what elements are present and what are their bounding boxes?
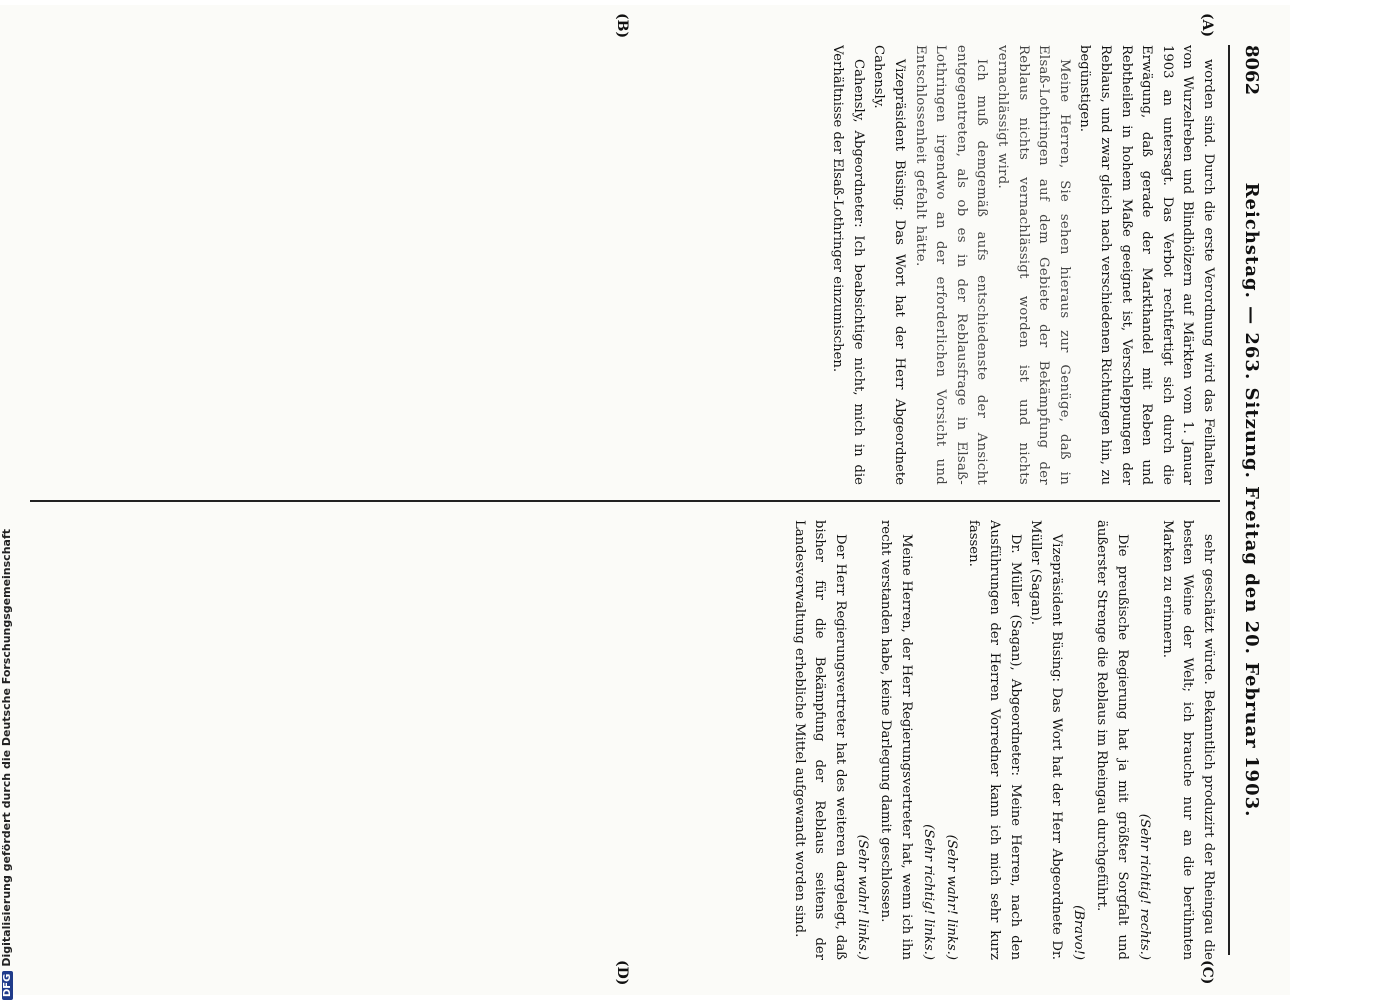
interjection: (Sehr richtig! links.) [921, 824, 937, 960]
session-title: Reichstag. — 263. Sitzung. Freitag den 20. Februar 1903. [1241, 182, 1262, 818]
margin-marker-d: (D) [614, 960, 630, 986]
paragraph: Der Herr Regierungsvertreter hat des weiteren dargelegt, daß bisher für die Bekämpfung der Reblaus seitens der Landesverwaltung erhebliche Mittel aufgewandt worden sind. [791, 520, 848, 960]
scanned-page [0, 5, 1290, 995]
credit-text: Digitalisierung gefördert durch die Deutsche Forschungsgemeinschaft [0, 528, 13, 967]
margin-marker-c: (C) [1199, 960, 1215, 985]
margin-marker-b: (B) [614, 13, 630, 39]
page-number: 8062 [1241, 45, 1262, 96]
interjection: (Sehr wahr! links.) [855, 834, 871, 960]
speaker-line: Vizepräsident Büsing: Das Wort hat der Herr Abgeordnete Cahensly. [871, 45, 908, 485]
digitization-credit [0, 0, 20, 1000]
paragraph: worden sind. Durch die erste Verordnung wird das Feilhalten von Wurzelreben und Blindhölzern auf Märkten vom 1. Januar 1903 an untersagt. Das Verbot rechtfertigt sich durch die Erwägung, daß gerade der Markthandel mit Reben und Rebtheilen in hohem Maße geeignet ist, Verschleppungen der Reblaus, und zwar gleich nach verschiedenen Richtungen hin, zu begünstigen. [1077, 45, 1216, 485]
paragraph: sehr geschätzt würde. Bekanntlich produzirt der Rheingau die besten Weine der Welt; ich brauche nur an die berühmten Marken zu erinnern. [1159, 520, 1216, 960]
left-column [28, 45, 1218, 485]
interjection: (Sehr wahr! links.) [943, 834, 959, 960]
paragraph: Cahensly, Abgeordneter: Ich beabsichtige nicht, mich in die Verhältnisse der Elsaß-Lothringer einzumischen. [830, 45, 866, 485]
speaker-line: Vizepräsident Büsing: Das Wort hat der Herr Abgeordnete Dr. Müller (Sagan). [1028, 520, 1064, 960]
paragraph: Ich muß demgemäß aufs entschiedenste der Ansicht entgegentreten, als ob es in der Reblausfrage in Elsaß-Lothringen irgendwo an der erforderlichen Vorsicht und Entschlossenheit gefehlt hätte. [912, 45, 990, 485]
paragraph: Meine Herren, Sie sehen hieraus zur Genüge, daß in Elsaß-Lothringen auf dem Gebiete der Bekämpfung der Reblaus nichts vernachlässigt worden ist und nichts vernachlässigt wird. [995, 45, 1072, 485]
right-column [28, 520, 1218, 960]
dfg-logo: DFG [2, 971, 13, 1000]
margin-marker-a: (A) [1199, 13, 1215, 38]
interjection: (Sehr richtig! rechts.) [1137, 813, 1153, 960]
paragraph: Die preußische Regierung hat ja mit größter Sorgfalt und äußerster Strenge die Reblaus im Rheingau durchgeführt. [1094, 520, 1130, 960]
column-divider [30, 500, 1220, 502]
paragraph: Dr. Müller (Sagan), Abgeordneter: Meine Herren, nach den Ausführungen der Herren Vorredner kann ich mich sehr kurz fassen. [966, 520, 1023, 960]
paragraph: Meine Herren, der Herr Regierungsvertreter hat, wenn ich ihn recht verstanden habe, keine Darlegung damit geschlossen. [878, 520, 914, 960]
page-header [1228, 45, 1270, 955]
interjection: (Bravo!) [1071, 905, 1087, 960]
